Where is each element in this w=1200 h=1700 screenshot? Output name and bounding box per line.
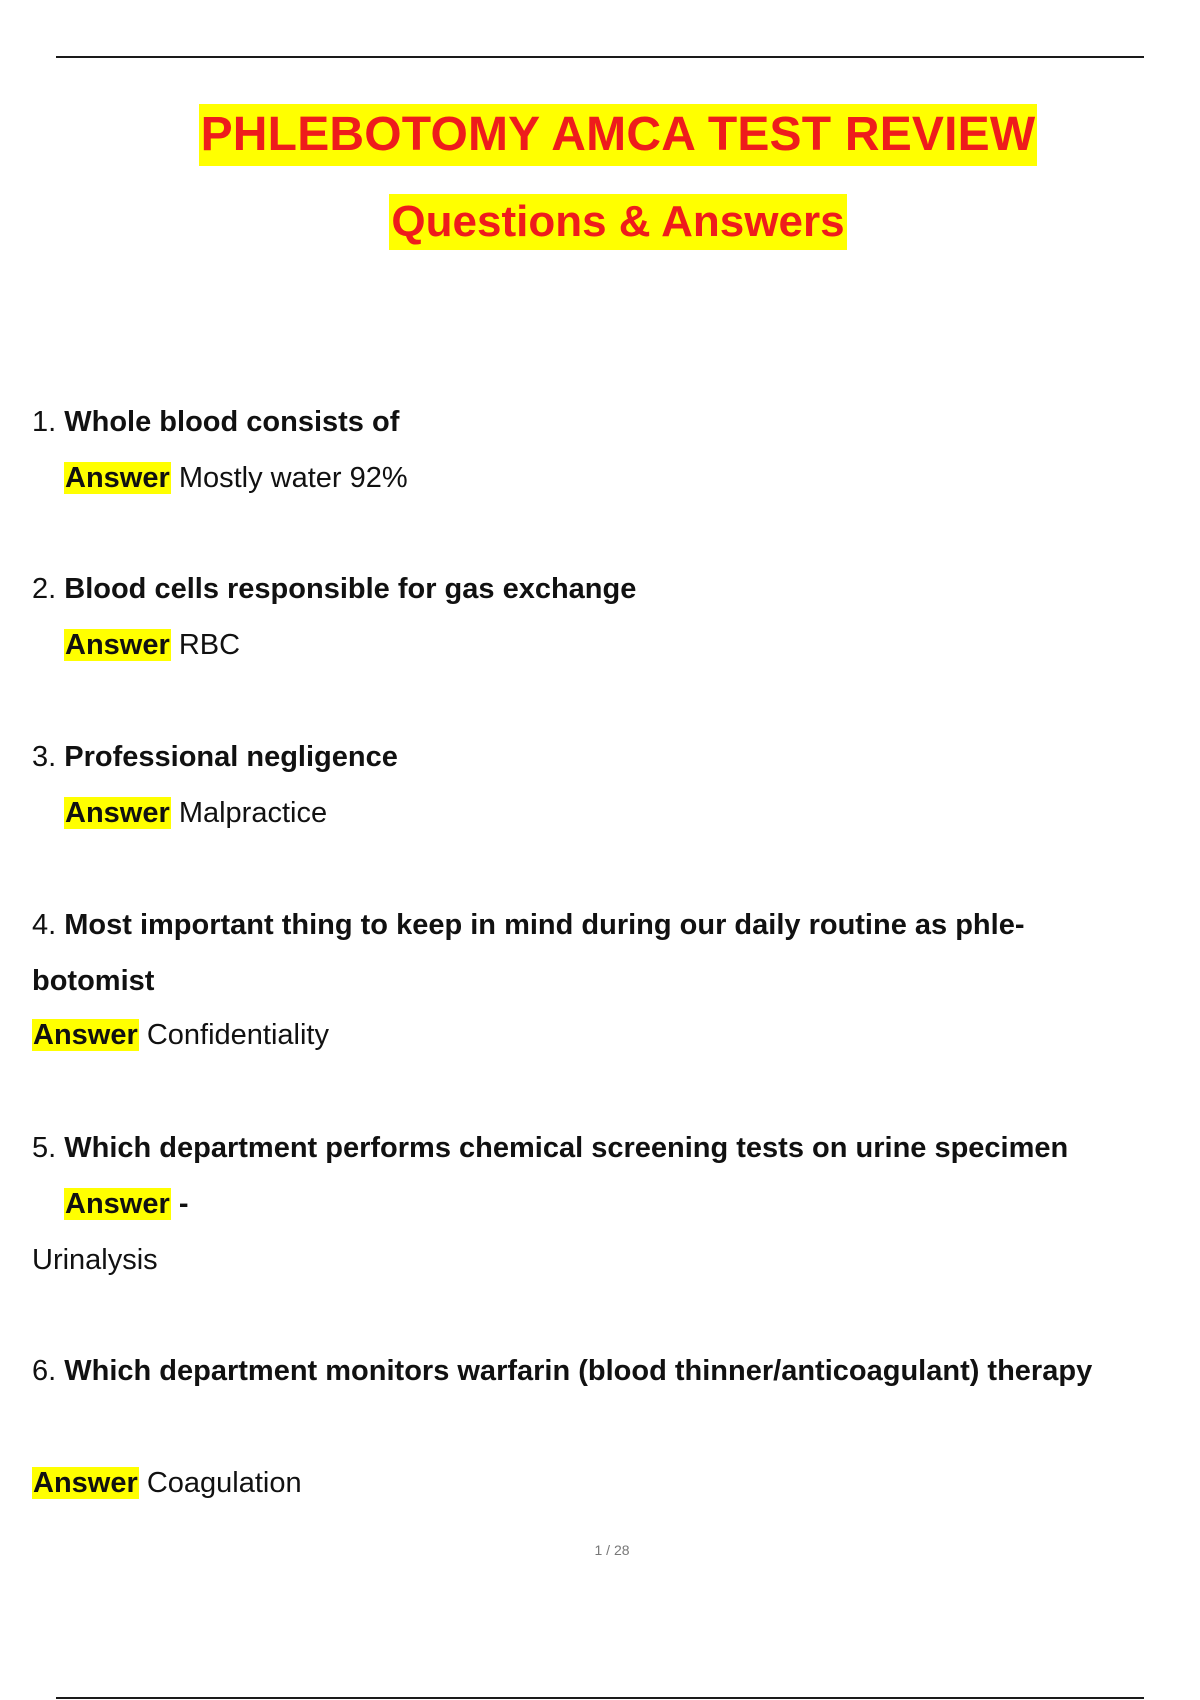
answer-text: Malpractice xyxy=(178,797,328,829)
question-number: 1. xyxy=(32,406,57,438)
page-indicator: 1 / 28 xyxy=(594,1542,630,1558)
question-number: 6. xyxy=(32,1355,57,1387)
answer-label: Answer xyxy=(65,629,170,661)
question-2 xyxy=(32,572,636,606)
question-6 xyxy=(32,1354,1092,1388)
answer-4 xyxy=(32,1016,329,1054)
document-subtitle: Questions & Answers xyxy=(389,194,846,250)
question-text: Which department monitors warfarin (blood thinner/anticoagulant) therapy xyxy=(64,1355,1093,1387)
answer-text: RBC xyxy=(178,629,241,661)
answer-6 xyxy=(32,1464,302,1502)
answer-text: Coagulation xyxy=(146,1467,302,1499)
question-text: Which department performs chemical screening tests on urine specimen xyxy=(64,1132,1069,1164)
answer-5 xyxy=(64,1185,189,1223)
question-1 xyxy=(32,405,399,439)
question-text: Professional negligence xyxy=(64,741,398,773)
bottom-rule xyxy=(56,1697,1144,1699)
top-rule xyxy=(56,56,1144,58)
question-number: 4. xyxy=(32,909,57,941)
answer-label: Answer xyxy=(65,797,170,829)
question-number: 3. xyxy=(32,741,57,773)
question-text: Most important thing to keep in mind during our daily routine as phle- xyxy=(64,909,1025,941)
question-3 xyxy=(32,740,398,774)
document-title: PHLEBOTOMY AMCA TEST REVIEW xyxy=(199,104,1038,166)
answer-label: Answer xyxy=(33,1467,138,1499)
answer-text: Confidentiality xyxy=(146,1019,329,1051)
title-block xyxy=(0,104,1200,250)
answer-1 xyxy=(64,459,408,497)
answer-dash: - xyxy=(178,1188,189,1220)
question-4 xyxy=(32,908,1024,942)
answer-2 xyxy=(64,626,240,664)
question-text: Whole blood consists of xyxy=(64,406,400,438)
answer-label: Answer xyxy=(65,462,170,494)
question-number: 2. xyxy=(32,573,57,605)
question-4-continuation: botomist xyxy=(32,965,155,997)
answer-label: Answer xyxy=(65,1188,170,1220)
answer-5-text: Urinalysis xyxy=(32,1244,158,1276)
answer-label: Answer xyxy=(33,1019,138,1051)
answer-text: Mostly water 92% xyxy=(178,462,408,494)
question-number: 5. xyxy=(32,1132,57,1164)
question-text: Blood cells responsible for gas exchange xyxy=(64,573,637,605)
question-5 xyxy=(32,1131,1068,1165)
answer-3 xyxy=(64,794,327,832)
